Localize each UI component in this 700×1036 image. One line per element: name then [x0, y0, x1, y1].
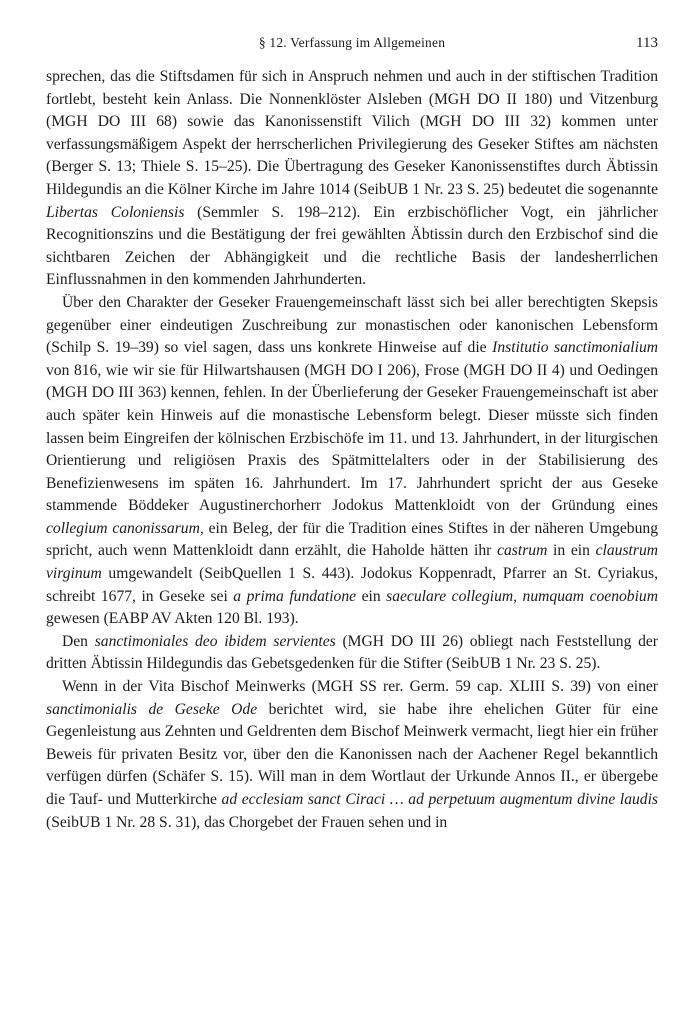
text-run: ein [356, 587, 387, 605]
text-run: (MGH DO III 26) obliegt nach Feststellung der dritten Äbtissin Hildegundis das Gebetsgedenken für die Stifter (SeibUB 1 Nr. 23 S. 25). [46, 632, 658, 673]
text-run: (Semmler S. 198–212). Ein erzbischöflicher Vogt, ein jährlicher Recognitionszins und die Bestätigung der frei gewählten Äbtissin durch den Erzbischof sind die sichtbaren Zeichen der Abhängigkeit und die rechtliche Basis der landesherrlichen Einflussnahmen in den kommenden Jahrhunderten. [46, 203, 658, 289]
italic-text: ad ecclesiam sanct Ciraci … ad perpetuum augmentum divine laudis [221, 791, 659, 808]
paragraph [46, 676, 658, 834]
italic-text: saeculare collegium, numquam coenobium [386, 587, 658, 605]
italic-text: sanctimoniales deo ibidem servientes [94, 632, 336, 650]
page-number: 113 [636, 35, 658, 51]
text-run: (SeibUB 1 Nr. 28 S. 31), das Chorgebet der Frauen sehen und in [46, 813, 448, 831]
text-run: gewesen (EABP AV Akten 120 Bl. 193). [46, 610, 299, 628]
italic-text: sanctimonialis de Geseke Ode [46, 700, 258, 718]
text-run: berichtet wird, sie habe ihre ehelichen Güter für eine Gegenleistung aus Zehnten und Geldrenten dem Bischof Meinwerk vermacht, liegt hier ein früher Beweis für privaten Besitz vor, über den die Kanonissen nach der Aachener Regel bekanntlich verfügen dürfen (Schäfer S. 15). Will man in dem Wortlaut der Urkunde Annos II., er übergebe die Tauf- und Mutterkirche [46, 700, 658, 808]
paragraph [46, 66, 658, 292]
running-head [46, 35, 658, 57]
italic-text: Institutio sanctimonialium [492, 339, 659, 357]
italic-text: claustrum virginum [46, 542, 658, 583]
text-run: umgewandelt (SeibQuellen 1 S. 443). Jodokus Koppenradt, Pfarrer an St. Cyriakus, schreibt 1677, in Geseke sei [46, 565, 658, 605]
italic-text: castrum [497, 542, 548, 560]
italic-text: collegium canonissarum [46, 519, 200, 537]
body-text [46, 66, 658, 834]
text-run: in ein [547, 542, 596, 560]
text-run: , ein Beleg, der für die Tradition eines Stiftes in der näheren Umgebung spricht, auch wenn Mattenkloidt dann erzählt, die Haholde hätten ihr [46, 519, 658, 560]
paragraph [46, 631, 658, 676]
text-run: Den [62, 632, 95, 650]
text-run: sprechen, das die Stiftsdamen für sich in Anspruch nehmen und auch in der stiftischen Tradition fortlebt, besteht kein Anlass. Die Nonnenklöster Alsleben (MGH DO II 180) und Vitzenburg (MGH DO III 68) sowie das Kanonissenstift Vilich (MGH DO III 32) kommen unter verfassungsmäßigem Aspekt der herrscherlichen Privilegierung des Geseker Stiftes am nächsten (Berger S. 13; Thiele S. 15–25). Die Übertragung des Geseker Kanonissenstiftes durch Äbtissin Hildegundis an die Kölner Kirche im Jahre 1014 (SeibUB 1 Nr. 23 S. 25) bedeutet die sogenannte [46, 68, 658, 198]
text-run: Über den Charakter der Geseker Frauengemeinschaft lässt sich bei aller berechtigten Skepsis gegenüber einer eindeutigen Zuschreibung zur monastischen oder kanonischen Lebensform (Schilp S. 19–39) so viel sagen, dass uns konkrete Hinweise auf die [46, 293, 658, 357]
text-run: Wenn in der Vita Bischof Meinwerks (MGH SS rer. Germ. 59 cap. XLIII S. 39) von einer [62, 678, 658, 696]
paragraph [46, 292, 658, 631]
text-run: von 816, wie wir sie für Hilwartshausen (MGH DO I 206), Frose (MGH DO II 4) und Oedingen (MGH DO III 363) kennen, fehlen. In der Überlieferung der Geseker Frauengemeinschaft ist aber auch später kein Hinweis auf die monastische Lebensform belegt. Dieser müsste sich finden lassen beim Eingreifen der kölnischen Erzbischöfe im 11. und 13. Jahrhundert, in der liturgischen Orientierung und religiösen Praxis des Spätmittelalters oder in der Stabilisierung des Benefizienwesens im späten 16. Jahrhundert. Im 17. Jahrhundert spricht der aus Geseke stammende Böddeker Augustinerchorherr Jodokus Mattenkloidt von der Gründung eines [46, 361, 658, 515]
italic-text: a prima fundatione [233, 587, 357, 605]
italic-text: Libertas Coloniensis [46, 203, 185, 221]
book-page [46, 0, 658, 1036]
running-head-title: § 12. Verfassung im Allgemeinen [258, 35, 446, 50]
